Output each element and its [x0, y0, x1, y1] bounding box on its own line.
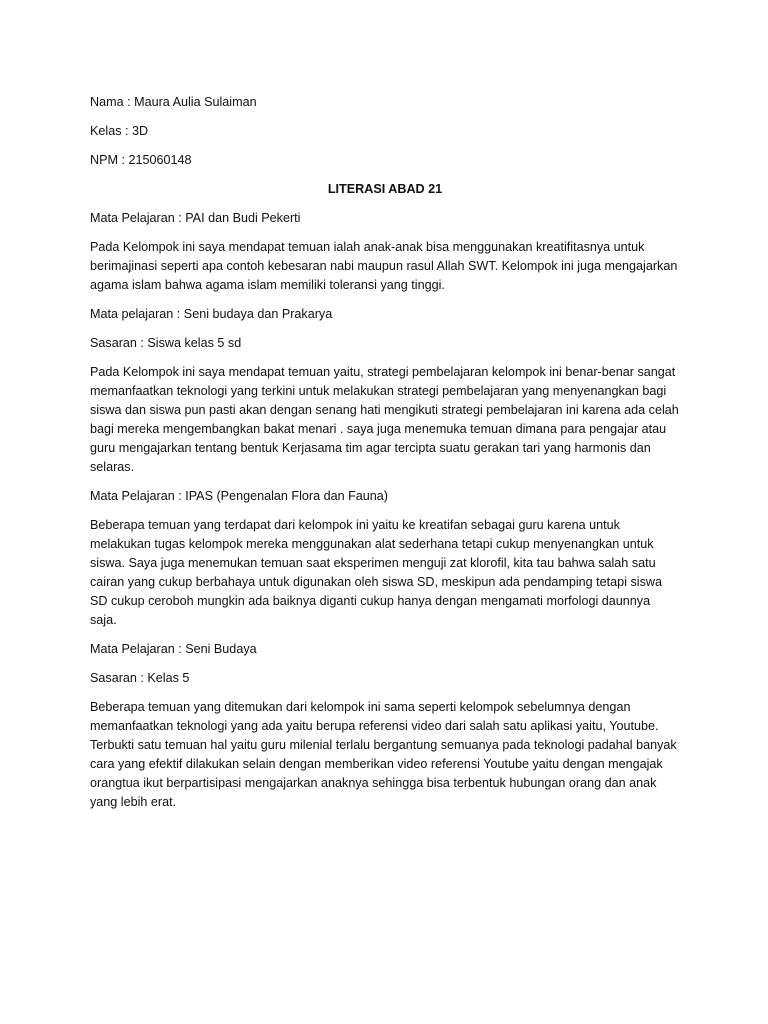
section-target: Sasaran : Kelas 5: [90, 671, 190, 685]
section-paragraph: Pada Kelompok ini saya mendapat temuan ialah anak-anak bisa menggunakan kreatifitasnya untuk berimajinasi seperti apa contoh kebesaran nabi maupun rasul Allah SWT. Kelompok ini juga mengajarkan agama islam bahwa agama islam memiliki toleransi yang tinggi.: [90, 240, 678, 292]
student-class: Kelas : 3D: [90, 124, 149, 138]
student-npm: NPM : 215060148: [90, 153, 192, 167]
section-subject: Mata pelajaran : Seni budaya dan Prakarya: [90, 307, 333, 321]
section-paragraph: Pada Kelompok ini saya mendapat temuan yaitu, strategi pembelajaran kelompok ini benar-benar sangat memanfaatkan teknologi yang terkini untuk melakukan strategi pembelajaran yang menyenangkan bagi siswa dan siswa pun pasti akan dengan senang hati mengikuti strategi pembelajaran ini karena ada celah bagi mereka mengembangkan bakat menari . saya juga menemuka temuan dimana para pengajar atau guru mengajarkan tentang bentuk Kerjasama tim agar tercipta suatu gerakan tari yang harmonis dan selaras.: [90, 365, 679, 474]
section-subject: Mata Pelajaran : PAI dan Budi Pekerti: [90, 211, 301, 225]
section-target: Sasaran : Siswa kelas 5 sd: [90, 336, 242, 350]
student-name: Nama : Maura Aulia Sulaiman: [90, 95, 257, 109]
document-title: LITERASI ABAD 21: [327, 182, 443, 196]
section-paragraph: Beberapa temuan yang ditemukan dari kelompok ini sama seperti kelompok sebelumnya dengan memanfaatkan teknologi yang ada yaitu berupa referensi video dari salah satu aplikasi yaitu, Youtube. Terbukti satu temuan hal yaitu guru milenial terlalu bergantung semuanya pada teknologi padahal banyak cara yang efektif dilakukan selain dengan memberikan video referensi Youtube yaitu dengan mengajak orangtua ikut berpartisipasi mengajarkan anaknya sehingga bisa terbentuk hubungan orang dan anak yang lebih erat.: [90, 700, 677, 809]
section-paragraph: Beberapa temuan yang terdapat dari kelompok ini yaitu ke kreatifan sebagai guru karena untuk melakukan tugas kelompok mereka menggunakan alat sederhana tetapi cukup menyenangkan untuk siswa. Saya juga menemukan temuan saat eksperimen menguji zat klorofil, kita tau bahwa salah satu cairan yang cukup berbahaya untuk digunakan oleh siswa SD, meskipun ada pendamping tetapi siswa SD cukup ceroboh mungkin ada baiknya diganti cukup hanya dengan mengamati morfologi daunnya saja.: [90, 518, 662, 627]
section-subject: Mata Pelajaran : Seni Budaya: [90, 642, 257, 656]
section-subject: Mata Pelajaran : IPAS (Pengenalan Flora dan Fauna): [90, 489, 388, 503]
document-body: [90, 93, 680, 822]
